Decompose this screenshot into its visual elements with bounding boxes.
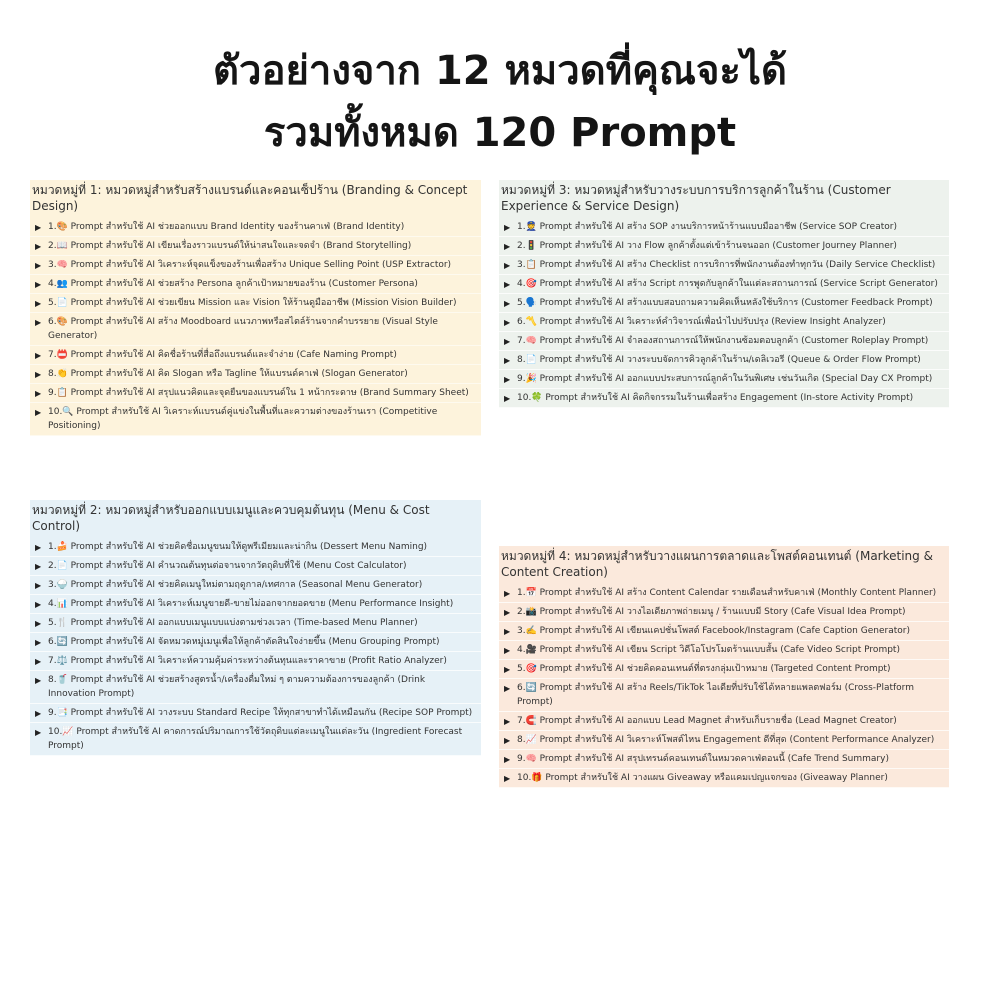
toggle-arrow-icon[interactable]: ▶ [35, 728, 42, 737]
prompt-list-item[interactable] [499, 641, 949, 660]
prompt-list-item[interactable] [499, 712, 949, 731]
prompt-item-label: 7.🧠 Prompt สำหรับใช้ AI จำลองสถานการณ์ให้พนักงานซ้อมตอบลูกค้า (Customer Roleplay Prompt) [517, 336, 929, 346]
toggle-arrow-icon[interactable]: ▶ [504, 318, 511, 327]
prompt-item-label: 6.🔄 Prompt สำหรับใช้ AI สร้าง Reels/TikTok ไอเดียที่ปรับใช้ได้หลายแพลตฟอร์ม (Cross-Platform Prompt) [517, 683, 914, 707]
prompt-list-item[interactable] [499, 389, 949, 408]
prompt-item-label: 3.🧠 Prompt สำหรับใช้ AI วิเคราะห์จุดแข็งของร้านเพื่อสร้าง Unique Selling Point (USP Extractor) [48, 260, 452, 270]
prompt-list-item[interactable] [499, 332, 949, 351]
prompt-item-label: 5.🍴 Prompt สำหรับใช้ AI ออกแบบเมนูแบบแบ่งตามช่วงเวลา (Time-based Menu Planner) [48, 618, 418, 628]
prompt-list-item[interactable] [499, 584, 949, 603]
prompt-item-label: 9.🧠 Prompt สำหรับใช้ AI สรุปเทรนด์คอนเทนต์ในหมวดคาเฟ่ตอนนี้ (Cafe Trend Summary) [517, 754, 889, 764]
prompt-list-item[interactable] [499, 731, 949, 750]
prompt-item-label: 7.🧲 Prompt สำหรับใช้ AI ออกแบบ Lead Magnet สำหรับเก็บรายชื่อ (Lead Magnet Creator) [517, 716, 897, 726]
prompt-list-item[interactable] [30, 313, 481, 346]
prompt-item-label: 2.🚦 Prompt สำหรับใช้ AI วาง Flow ลูกค้าตั้งแต่เข้าร้านจนออก (Customer Journey Planner) [517, 241, 897, 251]
prompt-list [30, 218, 481, 436]
toggle-arrow-icon[interactable]: ▶ [504, 665, 511, 674]
prompt-item-label: 2.📸 Prompt สำหรับใช้ AI วางไอเดียภาพถ่ายเมนู / ร้านแบบมี Story (Cafe Visual Idea Prompt) [517, 607, 906, 617]
prompt-list-item[interactable] [30, 576, 481, 595]
prompt-list-item[interactable] [30, 557, 481, 576]
toggle-arrow-icon[interactable]: ▶ [504, 394, 511, 403]
toggle-arrow-icon[interactable]: ▶ [504, 646, 511, 655]
toggle-arrow-icon[interactable]: ▶ [35, 657, 42, 666]
category-title: หมวดหมู่ที่ 1: หมวดหมู่สำหรับสร้างแบรนด์และคอนเซ็ปร้าน (Branding & Concept Design) [32, 183, 468, 213]
prompt-list-item[interactable] [499, 218, 949, 237]
prompt-list-item[interactable] [499, 750, 949, 769]
prompt-list-item[interactable] [30, 633, 481, 652]
headline [0, 40, 1000, 164]
toggle-arrow-icon[interactable]: ▶ [35, 562, 42, 571]
prompt-item-label: 8.📈 Prompt สำหรับใช้ AI วิเคราะห์โพสต์ไหน Engagement ดีที่สุด (Content Performance Analyzer) [517, 735, 935, 745]
toggle-arrow-icon[interactable]: ▶ [504, 736, 511, 745]
prompt-list [499, 218, 949, 408]
toggle-arrow-icon[interactable]: ▶ [35, 223, 42, 232]
prompt-item-label: 10.🎁 Prompt สำหรับใช้ AI วางแผน Giveaway หรือแคมเปญแจกของ (Giveaway Planner) [517, 773, 888, 783]
prompt-list [499, 584, 949, 788]
headline-line-2: รวมทั้งหมด 120 Prompt [263, 110, 737, 156]
toggle-arrow-icon[interactable]: ▶ [35, 709, 42, 718]
toggle-arrow-icon[interactable]: ▶ [35, 280, 42, 289]
prompt-item-label: 10.📈 Prompt สำหรับใช้ AI คาดการณ์ปริมาณการใช้วัตถุดิบแต่ละเมนูในแต่ละวัน (Ingredient Forecast Prompt) [48, 727, 463, 751]
toggle-arrow-icon[interactable]: ▶ [504, 375, 511, 384]
prompt-list-item[interactable] [30, 237, 481, 256]
prompt-item-label: 4.🎯 Prompt สำหรับใช้ AI สร้าง Script การพูดกับลูกค้าในแต่ละสถานการณ์ (Service Script Generator) [517, 279, 938, 289]
prompt-list-item[interactable] [499, 660, 949, 679]
prompt-item-label: 5.📄 Prompt สำหรับใช้ AI ช่วยเขียน Mission และ Vision ให้ร้านดูมืออาชีพ (Mission Vision Builder) [48, 298, 457, 308]
prompt-list-item[interactable] [499, 370, 949, 389]
prompt-item-label: 7.📛 Prompt สำหรับใช้ AI คิดชื่อร้านที่สื่อถึงแบรนด์และจำง่าย (Cafe Naming Prompt) [48, 350, 397, 360]
prompt-list-item[interactable] [499, 294, 949, 313]
prompt-item-label: 3.✍️ Prompt สำหรับใช้ AI เขียนแคปชั่นโพสต์ Facebook/Instagram (Cafe Caption Generator) [517, 626, 910, 636]
prompt-list-item[interactable] [30, 365, 481, 384]
prompt-list-item[interactable] [30, 256, 481, 275]
prompt-item-label: 2.📖 Prompt สำหรับใช้ AI เขียนเรื่องราวแบรนด์ให้น่าสนใจและจดจำ (Brand Storytelling) [48, 241, 412, 251]
prompt-list-item[interactable] [30, 614, 481, 633]
prompt-list-item[interactable] [30, 595, 481, 614]
prompt-item-label: 7.⚖️ Prompt สำหรับใช้ AI วิเคราะห์ความคุ้มค่าระหว่างต้นทุนและราคาขาย (Profit Ratio Analyzer) [48, 656, 447, 666]
prompt-item-label: 10.🍀 Prompt สำหรับใช้ AI คิดกิจกรรมในร้านเพื่อสร้าง Engagement (In-store Activity Prompt) [517, 393, 914, 403]
prompt-list-item[interactable] [30, 218, 481, 237]
prompt-item-label: 8.🥤 Prompt สำหรับใช้ AI ช่วยสร้างสูตรน้ำ/เครื่องดื่มใหม่ ๆ ตามความต้องการของลูกค้า (Drink Innovation Prompt) [48, 675, 426, 699]
toggle-arrow-icon[interactable]: ▶ [35, 581, 42, 590]
prompt-list-item[interactable] [499, 679, 949, 712]
prompt-list-item[interactable] [30, 384, 481, 403]
toggle-arrow-icon[interactable]: ▶ [35, 242, 42, 251]
category-panel-4 [499, 546, 949, 788]
prompt-item-label: 9.🎉 Prompt สำหรับใช้ AI ออกแบบประสบการณ์ลูกค้าในวันพิเศษ เช่นวันเกิด (Special Day CX Prompt) [517, 374, 933, 384]
prompt-list-item[interactable] [30, 723, 481, 756]
toggle-arrow-icon[interactable]: ▶ [35, 261, 42, 270]
prompt-item-label: 4.🎥 Prompt สำหรับใช้ AI เขียน Script วิดีโอโปรโมตร้านแบบสั้น (Cafe Video Script Prompt) [517, 645, 900, 655]
prompt-list-item[interactable] [30, 346, 481, 365]
prompt-item-label: 1.👮 Prompt สำหรับใช้ AI สร้าง SOP งานบริการหน้าร้านแบบมืออาชีพ (Service SOP Creator) [517, 222, 897, 232]
prompt-item-label: 2.📄 Prompt สำหรับใช้ AI คำนวณต้นทุนต่อจานจากวัตถุดิบที่ใช้ (Menu Cost Calculator) [48, 561, 407, 571]
category-title: หมวดหมู่ที่ 3: หมวดหมู่สำหรับวางระบบการบริการลูกค้าในร้าน (Customer Experience & Service Design) [501, 183, 891, 213]
toggle-arrow-icon[interactable]: ▶ [35, 351, 42, 360]
prompt-list-item[interactable] [30, 652, 481, 671]
prompt-item-label: 3.🍚 Prompt สำหรับใช้ AI ช่วยคิดเมนูใหม่ตามฤดูกาล/เทศกาล (Seasonal Menu Generator) [48, 580, 423, 590]
prompt-list-item[interactable] [30, 671, 481, 704]
toggle-arrow-icon[interactable]: ▶ [504, 280, 511, 289]
toggle-arrow-icon[interactable]: ▶ [504, 627, 511, 636]
toggle-arrow-icon[interactable]: ▶ [504, 684, 511, 693]
prompt-list-item[interactable] [499, 603, 949, 622]
prompt-list-item[interactable] [499, 237, 949, 256]
prompt-list-item[interactable] [499, 351, 949, 370]
category-title: หมวดหมู่ที่ 4: หมวดหมู่สำหรับวางแผนการตลาดและโพสต์คอนเทนต์ (Marketing & Content Creation) [501, 549, 933, 579]
toggle-arrow-icon[interactable]: ▶ [35, 619, 42, 628]
prompt-list-item[interactable] [499, 313, 949, 332]
category-title: หมวดหมู่ที่ 2: หมวดหมู่สำหรับออกแบบเมนูและควบคุมต้นทุน (Menu & Cost Control) [32, 503, 430, 533]
prompt-list-item[interactable] [499, 256, 949, 275]
prompt-item-label: 9.📑 Prompt สำหรับใช้ AI วางระบบ Standard Recipe ให้ทุกสาขาทำได้เหมือนกัน (Recipe SOP Prompt) [48, 708, 473, 718]
toggle-arrow-icon[interactable]: ▶ [504, 242, 511, 251]
toggle-arrow-icon[interactable]: ▶ [504, 717, 511, 726]
prompt-list [30, 538, 481, 756]
prompt-item-label: 8.📄 Prompt สำหรับใช้ AI วางระบบจัดการคิวลูกค้าในร้าน/เดลิเวอรี (Queue & Order Flow Prompt) [517, 355, 921, 365]
prompt-list-item[interactable] [499, 769, 949, 788]
prompt-list-item[interactable] [30, 538, 481, 557]
toggle-arrow-icon[interactable]: ▶ [504, 589, 511, 598]
toggle-arrow-icon[interactable]: ▶ [35, 408, 42, 417]
toggle-arrow-icon[interactable]: ▶ [504, 755, 511, 764]
toggle-arrow-icon[interactable]: ▶ [504, 261, 511, 270]
prompt-list-item[interactable] [499, 275, 949, 294]
toggle-arrow-icon[interactable]: ▶ [35, 318, 42, 327]
prompt-item-label: 6.〽️ Prompt สำหรับใช้ AI วิเคราะห์คำวิจารณ์เพื่อนำไปปรับปรุง (Review Insight Analyzer) [517, 317, 886, 327]
prompt-list-item[interactable] [30, 704, 481, 723]
category-panel-1 [30, 180, 481, 436]
prompt-list-item[interactable] [30, 294, 481, 313]
prompt-item-label: 4.📊 Prompt สำหรับใช้ AI วิเคราะห์เมนูขายดี-ขายไม่ออกจากยอดขาย (Menu Performance Insight) [48, 599, 454, 609]
toggle-arrow-icon[interactable]: ▶ [35, 676, 42, 685]
prompt-item-label: 1.🍰 Prompt สำหรับใช้ AI ช่วยคิดชื่อเมนูขนมให้ดูพรีเมียมและน่ากิน (Dessert Menu Naming) [48, 542, 428, 552]
toggle-arrow-icon[interactable]: ▶ [504, 774, 511, 783]
toggle-arrow-icon[interactable]: ▶ [504, 223, 511, 232]
prompt-item-label: 5.🎯 Prompt สำหรับใช้ AI ช่วยคิดคอนเทนต์ที่ตรงกลุ่มเป้าหมาย (Targeted Content Prompt) [517, 664, 891, 674]
prompt-item-label: 6.🔄 Prompt สำหรับใช้ AI จัดหมวดหมู่เมนูเพื่อให้ลูกค้าตัดสินใจง่ายขึ้น (Menu Grouping Prompt) [48, 637, 440, 647]
prompt-item-label: 6.🎨 Prompt สำหรับใช้ AI สร้าง Moodboard แนวภาพหรือสไตล์ร้านจากคำบรรยาย (Visual Style Generator) [48, 317, 438, 341]
toggle-arrow-icon[interactable]: ▶ [504, 356, 511, 365]
headline-line-1: ตัวอย่างจาก 12 หมวดที่คุณจะได้ [213, 48, 787, 94]
prompt-list-item[interactable] [30, 403, 481, 436]
prompt-item-label: 9.📋 Prompt สำหรับใช้ AI สรุปแนวคิดและจุดยืนของแบรนด์ใน 1 หน้ากระดาษ (Brand Summary Sheet) [48, 388, 469, 398]
prompt-item-label: 10.🔍 Prompt สำหรับใช้ AI วิเคราะห์แบรนด์คู่แข่งในพื้นที่และความต่างของร้านเรา (Competitive Positioning) [48, 407, 438, 431]
toggle-arrow-icon[interactable]: ▶ [35, 370, 42, 379]
toggle-arrow-icon[interactable]: ▶ [35, 299, 42, 308]
prompt-item-label: 8.👏 Prompt สำหรับใช้ AI คิด Slogan หรือ Tagline ให้แบรนด์คาเฟ่ (Slogan Generator) [48, 369, 408, 379]
toggle-arrow-icon[interactable]: ▶ [35, 600, 42, 609]
category-panel-3 [499, 180, 949, 408]
toggle-arrow-icon[interactable]: ▶ [35, 543, 42, 552]
prompt-item-label: 3.📋 Prompt สำหรับใช้ AI สร้าง Checklist การบริการที่พนักงานต้องทำทุกวัน (Daily Service Checklist) [517, 260, 936, 270]
prompt-list-item[interactable] [499, 622, 949, 641]
prompt-item-label: 1.🎨 Prompt สำหรับใช้ AI ช่วยออกแบบ Brand Identity ของร้านคาเฟ่ (Brand Identity) [48, 222, 405, 232]
toggle-arrow-icon[interactable]: ▶ [35, 638, 42, 647]
toggle-arrow-icon[interactable]: ▶ [35, 389, 42, 398]
prompt-item-label: 5.🗣️ Prompt สำหรับใช้ AI สร้างแบบสอบถามความคิดเห็นหลังใช้บริการ (Customer Feedback Prompt) [517, 298, 933, 308]
toggle-arrow-icon[interactable]: ▶ [504, 608, 511, 617]
prompt-item-label: 1.📅 Prompt สำหรับใช้ AI สร้าง Content Calendar รายเดือนสำหรับคาเฟ่ (Monthly Content Planner) [517, 588, 937, 598]
prompt-list-item[interactable] [30, 275, 481, 294]
prompt-item-label: 4.👥 Prompt สำหรับใช้ AI ช่วยสร้าง Persona ลูกค้าเป้าหมายของร้าน (Customer Persona) [48, 279, 418, 289]
category-panel-2 [30, 500, 481, 756]
toggle-arrow-icon[interactable]: ▶ [504, 337, 511, 346]
toggle-arrow-icon[interactable]: ▶ [504, 299, 511, 308]
